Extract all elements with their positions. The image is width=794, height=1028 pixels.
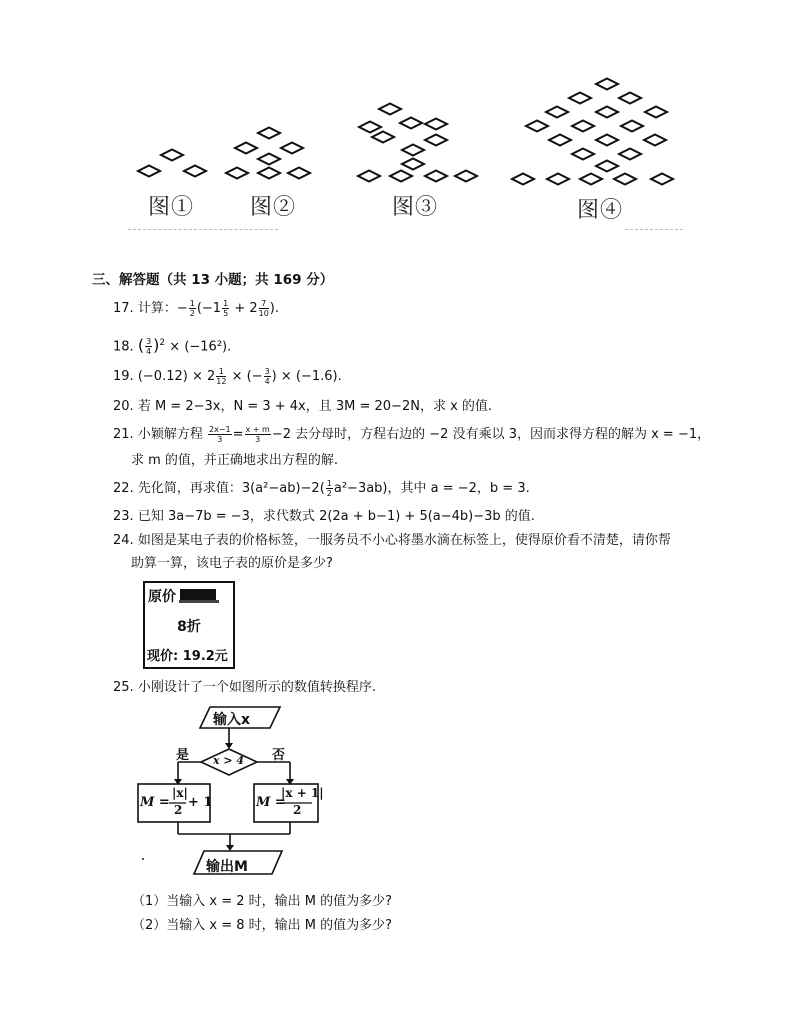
rhombus-fig4 [572, 149, 594, 160]
rhombus-fig4 [596, 161, 618, 172]
q24-line-1: 如图是某电子表的价格标签，一服务员不小心将墨水滴在标签上，使得原价看不清楚，请你帮 [137, 533, 671, 548]
figure-label-4: 图④ [577, 198, 624, 223]
right-formula-numerator: |x + 1| [281, 786, 324, 800]
rhombus-fig4 [512, 174, 534, 185]
divider-dash-left [128, 229, 278, 230]
rhombus-fig4 [596, 107, 618, 118]
q18-number: 18. [113, 339, 134, 355]
question-25 [113, 679, 376, 697]
figure-label-2: 图② [250, 195, 297, 220]
q19-fraction-2: $\frac{3}{4}$ [264, 367, 270, 386]
q23-number: 23. [113, 509, 134, 524]
question-18: 18. ( $\frac{3}{4}$ )$^2$ × (−16²). [113, 335, 232, 357]
q22-part-a: 先化简，再求值：3(a²−ab)−2( [137, 481, 325, 496]
rhombus-fig4 [526, 121, 548, 132]
rhombus-fig4 [614, 174, 636, 185]
rhombus-fig2 [288, 168, 310, 179]
flowchart-input-label: 输入x [213, 712, 251, 728]
price-tag-current: 现价: 19.2元 [147, 649, 228, 664]
rhombus-fig3 [358, 171, 380, 182]
flowchart-output-label: 输出M [206, 859, 248, 875]
flowchart-condition-label: x > 4 [213, 754, 245, 767]
divider-dash-right [625, 229, 683, 230]
rhombus-fig4 [651, 174, 673, 185]
rhombus-fig4 [580, 174, 602, 185]
rhombus-fig4 [549, 135, 571, 146]
rhombus-fig4 [596, 135, 618, 146]
ink-blot-smudge [179, 600, 219, 603]
question-24-line-2: 助算一算，该电子表的原价是多少? [131, 556, 333, 571]
question-22 [113, 479, 530, 498]
left-formula-numerator: |x| [172, 786, 188, 800]
flowchart-no-label: 否 [272, 748, 286, 763]
q17-fraction-2: $\frac{1}{5}$ [223, 299, 229, 318]
q21-part-b: = [232, 427, 244, 442]
q21-fraction-2: $\frac{x + m}{3}$ [245, 425, 270, 444]
rhombus-fig3 [402, 145, 424, 156]
rhombus-fig3 [379, 104, 401, 115]
q23-text: 已知 3a−7b = −3，求代数式 2(2a + b−1) + 5(a−4b)−3b 的值. [137, 509, 535, 524]
rhombus-fig4 [619, 93, 641, 104]
left-formula-lhs: M = [140, 795, 170, 810]
q17-number: 17. [113, 301, 134, 316]
q17-end: ). [269, 301, 280, 316]
rhombus-fig4 [645, 107, 667, 118]
rhombus-fig3 [390, 171, 412, 182]
q20-text: 若 M = 2−3x，N = 3 + 4x，且 3M = 20−2N，求 x 的值. [137, 399, 493, 414]
rhombus-fig3 [455, 171, 477, 182]
q19-number: 19. [113, 369, 134, 384]
rhombus-fig3 [425, 119, 447, 130]
q21-number: 21. [113, 427, 134, 442]
question-24 [113, 532, 671, 550]
q19-part-c: ) × (−1.6). [271, 369, 342, 384]
section-title: 三、解答题（共 13 小题；共 169 分） [92, 272, 334, 288]
rhombus-fig2 [281, 143, 303, 154]
question-21-line-2: 求 m 的值，并正确地求出方程的解. [131, 453, 339, 468]
question-25-sub-1: （1）当输入 x = 2 时，输出 M 的值为多少? [132, 894, 393, 909]
price-tag-current-value: 19.2元 [182, 649, 228, 664]
rhombus-fig2 [226, 168, 248, 179]
figure-label-1: 图① [148, 195, 195, 220]
q25-text: 小刚设计了一个如图所示的数值转换程序. [137, 680, 376, 695]
rhombus-fig3 [402, 159, 424, 170]
q21-part-c: −2 去分母时，方程右边的 −2 没有乘以 3，因而求得方程的解为 x = −1， [271, 427, 711, 442]
q22-number: 22. [113, 481, 134, 496]
q17-mid-1: (−1 [196, 301, 222, 316]
q19-part-a: (−0.12) × 2 [137, 369, 216, 384]
rhombus-fig1 [138, 166, 160, 177]
q21-part-a: 小颖解方程 [137, 427, 203, 442]
q17-fraction-1: $\frac{1}{2}$ [189, 299, 195, 318]
price-tag [143, 581, 235, 669]
question-19 [113, 367, 342, 386]
q18-fraction: $\frac{3}{4}$ [146, 337, 152, 357]
q19-part-b: × (− [231, 369, 263, 384]
rhombus-fig2 [258, 128, 280, 139]
rhombus-pattern-figures [0, 60, 794, 200]
question-21 [113, 425, 710, 444]
rhombus-fig4 [547, 174, 569, 185]
rhombus-fig1 [161, 150, 183, 161]
rhombus-fig4 [572, 121, 594, 132]
q22-fraction: $\frac{1}{2}$ [326, 479, 332, 498]
rhombus-fig4 [546, 107, 568, 118]
rhombus-fig2 [258, 168, 280, 179]
q17-mid-2: + 2 [234, 301, 258, 316]
rhombus-fig3 [359, 122, 381, 133]
q18-rest: × (−16²). [169, 339, 232, 355]
rhombus-fig3 [425, 171, 447, 182]
price-tag-discount: 8折 [177, 619, 201, 635]
question-25-sub-2: （2）当输入 x = 8 时，输出 M 的值为多少? [132, 918, 393, 933]
rhombus-fig3 [400, 118, 422, 129]
q20-number: 20. [113, 399, 134, 414]
q25-number: 25. [113, 680, 134, 695]
figure-label-3: 图③ [392, 195, 439, 220]
rhombus-fig4 [644, 135, 666, 146]
flowchart-yes-label: 是 [176, 748, 190, 763]
right-formula-lhs: M = [256, 795, 286, 810]
rhombus-fig3 [425, 135, 447, 146]
question-20 [113, 398, 492, 416]
q22-part-b: a²−3ab)，其中 a = −2，b = 3. [333, 481, 530, 496]
rhombus-fig2 [258, 154, 280, 165]
left-formula-tail: + 1 [188, 795, 213, 810]
rhombus-fig4 [569, 93, 591, 104]
q19-fraction-1: $\frac{1}{12}$ [216, 367, 227, 386]
question-17 [113, 299, 279, 318]
q21-fraction-1: $\frac{2x-1}{3}$ [208, 425, 231, 444]
rhombus-fig4 [619, 149, 641, 160]
right-formula-denominator: 2 [293, 803, 302, 817]
rhombus-fig2 [235, 143, 257, 154]
q17-fraction-3: $\frac{7}{10}$ [258, 299, 269, 318]
rhombus-fig1 [184, 166, 206, 177]
q24-number: 24. [113, 533, 134, 548]
rhombus-fig3 [372, 132, 394, 143]
question-23 [113, 508, 535, 526]
q17-prefix: 计算：− [137, 301, 188, 316]
price-tag-original-label: 原价 [148, 589, 176, 605]
left-formula-denominator: 2 [174, 803, 183, 817]
stray-dot [142, 858, 144, 860]
rhombus-fig4 [596, 79, 618, 90]
rhombus-fig4 [621, 121, 643, 132]
